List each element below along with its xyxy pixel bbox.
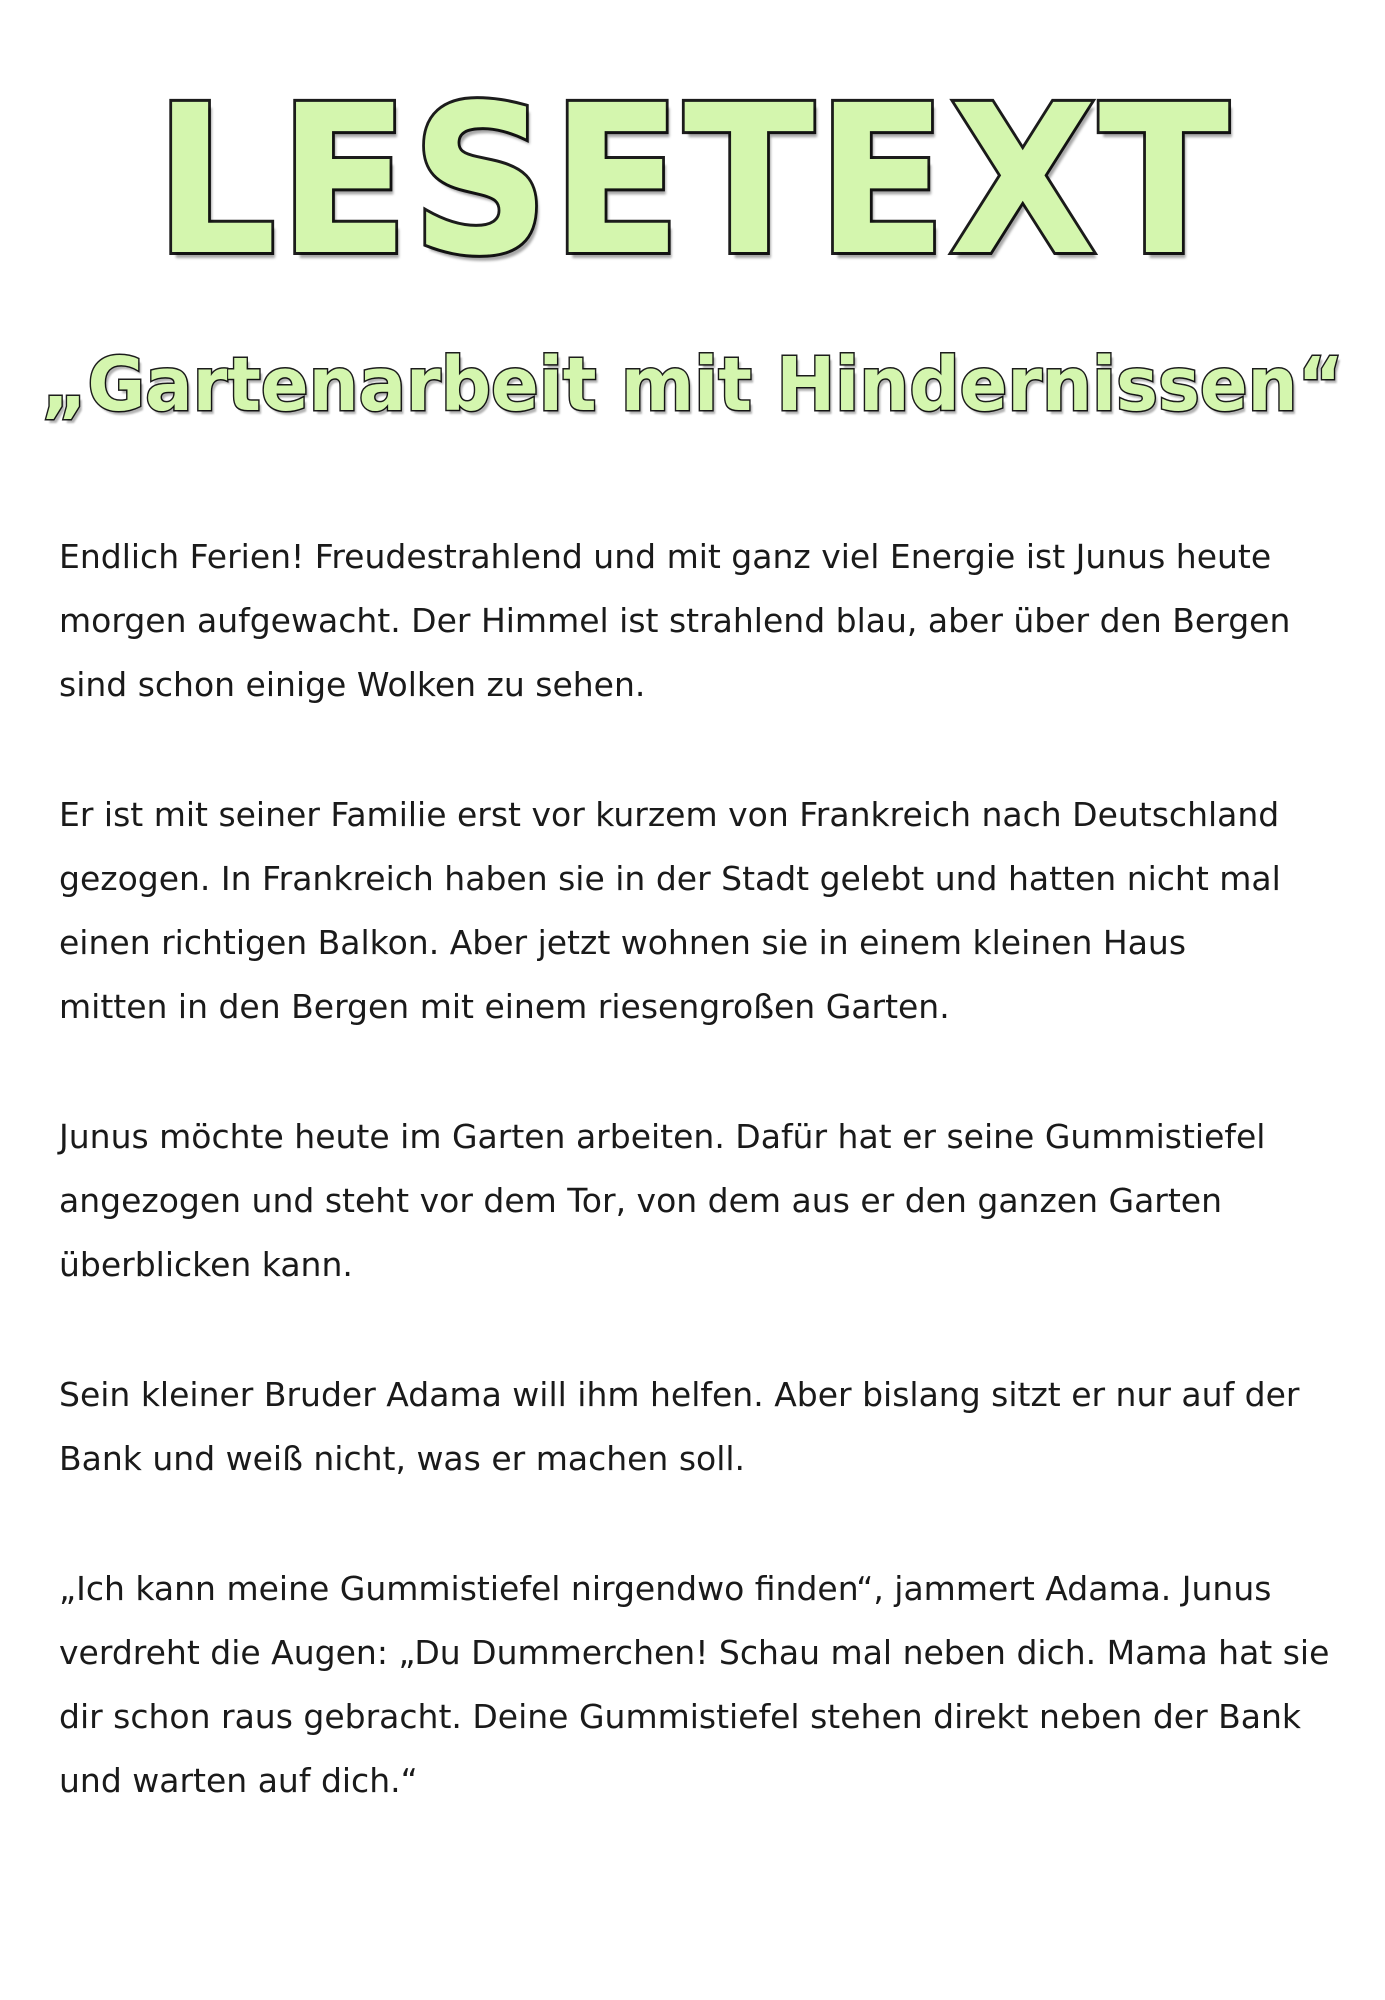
story-title: „Gartenarbeit mit Hindernissen“: [41, 342, 1344, 428]
story-title-banner: [0, 342, 1385, 428]
reading-text: [59, 525, 1339, 1879]
paragraph-2: Er ist mit seiner Familie erst vor kurzem von Frankreich nach Deutschland gezogen. In Frankreich haben sie in der Stadt gelebt und hatten nicht mal einen richtigen Balkon. Aber jetzt wohnen sie in einem kleinen Haus mitten in den Bergen mit einem riesengroßen Garten.: [59, 795, 1281, 1026]
paragraph-5: „Ich kann meine Gummistiefel nirgendwo finden“, jammert Adama. Junus verdreht die Augen: „Du Dummerchen! Schau mal neben dich. Mama hat sie dir schon raus gebracht. Deine Gummistiefel stehen direkt neben der Bank und warten auf dich.“: [59, 1569, 1330, 1800]
paragraph-3: Junus möchte heute im Garten arbeiten. Dafür hat er seine Gummistiefel angezogen und steht vor dem Tor, von dem aus er den ganzen Garten überblicken kann.: [59, 1117, 1266, 1284]
page-title: LESETEXT: [154, 61, 1231, 301]
paragraph-1: Endlich Ferien! Freudestrahlend und mit ganz viel Energie ist Junus heute morgen aufgewacht. Der Himmel ist strahlend blau, aber über den Bergen sind schon einige Wolken zu sehen.: [59, 537, 1291, 704]
paragraph-4: Sein kleiner Bruder Adama will ihm helfen. Aber bislang sitzt er nur auf der Bank und weiß nicht, was er machen soll.: [59, 1375, 1300, 1478]
title-banner: [0, 61, 1385, 301]
